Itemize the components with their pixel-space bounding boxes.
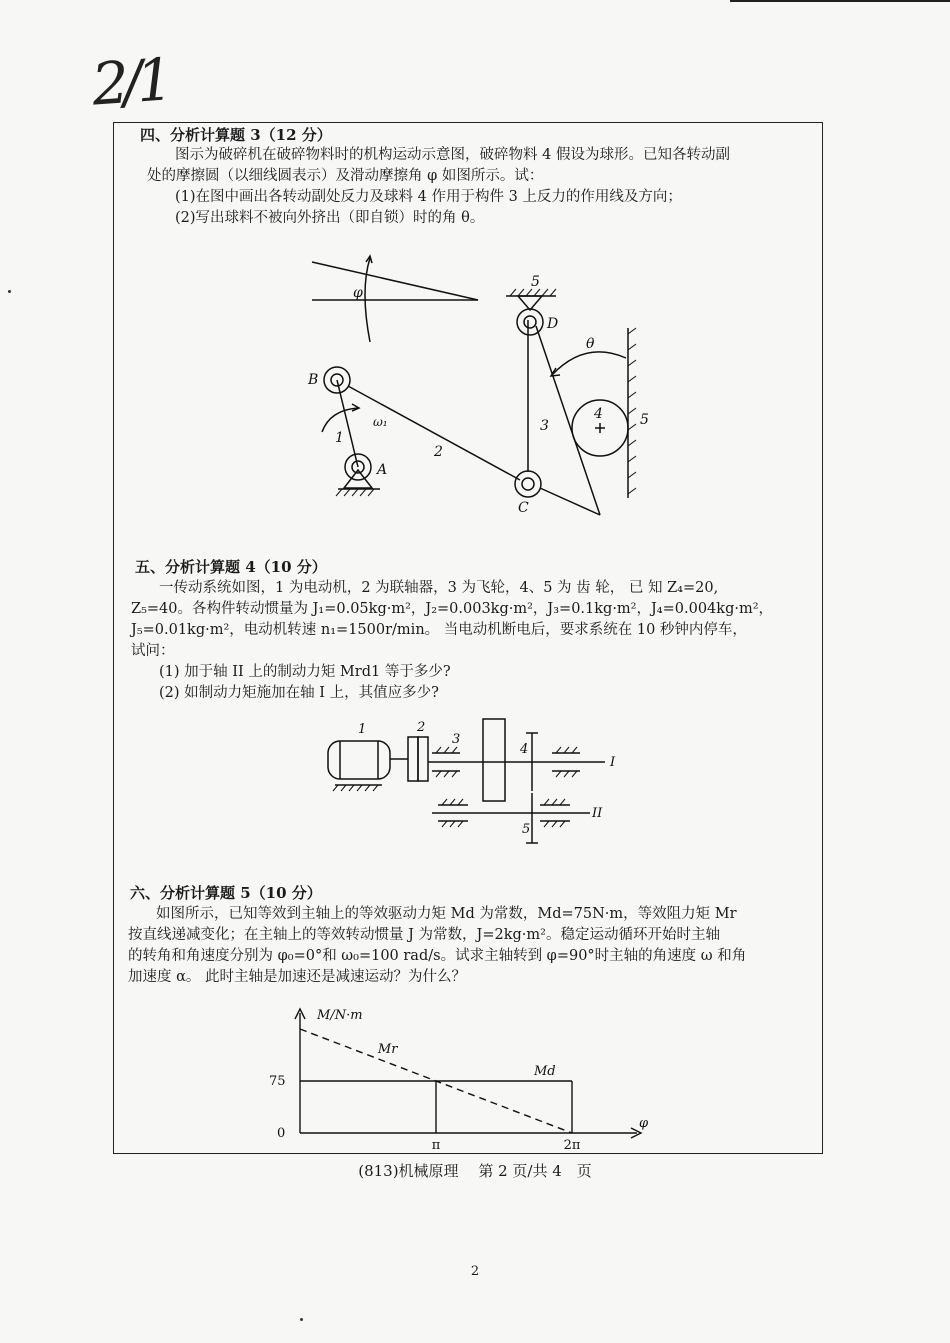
x-axis-label: φ [639,1116,649,1131]
handwritten-mark: 2/1 [89,45,170,119]
friction-angle-line-upper [312,262,478,300]
ground-hatch-D [510,289,556,296]
label-5-top: 5 [531,274,540,290]
q5-line-2: Z₅=40。各构件转动惯量为 J₁=0.05kg·m²，J₂=0.003kg·m²，J₃=0.1kg·m²，J₄=0.004kg·m²， [131,601,774,617]
y-axis-label: M/N·m [317,1008,363,1023]
label-coupling-2: 2 [417,720,426,735]
wall-hatch [628,328,636,494]
motor-1 [328,741,390,779]
label-phi: φ [353,285,363,301]
label-link-2: 2 [434,444,443,460]
page-number: 2 [470,1264,480,1279]
joint-C-outer [515,471,541,497]
q6-line-4: 加速度 α。 此时主轴是加速还是减速运动？为什么？ [128,969,467,985]
label-omega: ω₁ [373,415,388,429]
omega-arc [322,408,358,432]
joint-D-inner [524,316,536,328]
label-gear-5: 5 [522,822,531,837]
q5-item-2: (2) 如制动力矩施加在轴 I 上，其值应多少? [159,685,439,701]
q5-text [131,578,816,704]
label-ball-4: 4 [594,406,603,422]
label-shaft-II: II [592,806,603,821]
y-tick-75: 75 [269,1074,286,1089]
label-5-right: 5 [640,412,649,428]
coupling-2-right [418,737,428,781]
q5-line-3: J₅=0.01kg·m²，电动机转速 n₁=1500r/min。 当电动机断电后，要求系统在 10 秒钟内停车， [131,622,747,638]
q4-intro-2: 处的摩擦圆（以细线圆表示）及滑动摩擦角 φ 如图所示。试： [147,168,544,184]
joint-C-inner [522,478,534,490]
q6-line-1: 如图所示，已知等效到主轴上的等效驱动力矩 Md 为常数，Md=75N·m，等效阻力矩 Mr [156,906,737,922]
q6-text [128,904,818,988]
label-C: C [518,500,529,516]
x-tick-2pi: 2π [563,1138,581,1153]
q6-title: 六、分析计算题 5（10 分） [130,884,322,902]
ground-support-D [518,296,542,310]
q4-item-1: (1)在图中画出各转动副处反力及球料 4 作用于构件 3 上反力的作用线及方向； [175,189,682,205]
label-A: A [377,462,388,478]
transmission-system-figure [320,715,630,845]
q4-intro-1: 图示为破碎机在破碎物料时的机构运动示意图，破碎物料 4 假设为球形。已知各转动副 [175,147,730,163]
md-series-label: Md [534,1064,556,1079]
crusher-mechanism-figure [300,250,660,530]
scan-speck [300,1318,303,1321]
joint-D-outer [517,309,543,335]
label-link-1: 1 [335,430,344,446]
label-flywheel-3: 3 [452,732,461,747]
mr-series-label: Mr [377,1041,398,1057]
link-3-bottom [540,488,600,515]
theta-arc [552,352,626,375]
q5-item-1: (1) 加于轴 II 上的制动力矩 Mrd1 等于多少? [159,664,451,680]
scan-speck [8,290,11,293]
moment-chart [265,1005,665,1155]
label-D: D [547,316,559,332]
link-2 [348,386,520,480]
q6-line-2: 按直线递减变化；在主轴上的等效转动惯量 J 为常数，J=2kg·m²。稳定运动循环开始时主轴 [128,927,720,943]
label-link-3: 3 [540,418,549,434]
coupling-2-left [408,737,418,781]
q5-line-1: 一传动系统如图，1 为电动机，2 为联轴器，3 为飞轮，4、5 为 齿 轮， 已 知 Z₄=20, [159,580,719,596]
q4-item-2: (2)写出球料不被向外挤出（即自锁）时的角 θ。 [175,210,485,226]
page-footer: (813)机械原理 第 2 页/共 4 页 [358,1162,592,1180]
scan-edge-line [730,0,950,2]
q6-line-3: 的转角和角速度分别为 φ₀=0°和 ω₀=100 rad/s。试求主轴转到 φ=90°时主轴的角速度 ω 和角 [128,948,747,964]
label-B: B [308,372,319,388]
y-tick-0: 0 [277,1126,286,1141]
q5-title: 五、分析计算题 4（10 分） [135,558,327,576]
flywheel-3 [483,719,505,801]
ground-hatch-A [336,489,374,496]
x-tick-pi: π [431,1138,441,1153]
motor-base-hatch [333,785,378,791]
q4-title: 四、分析计算题 3（12 分） [140,126,332,144]
label-gear-4: 4 [520,742,529,757]
q4-text [147,145,817,229]
label-shaft-I: I [610,755,616,770]
label-motor-1: 1 [358,722,367,737]
q5-line-4: 试问： [131,643,175,659]
label-theta: θ [586,336,595,352]
